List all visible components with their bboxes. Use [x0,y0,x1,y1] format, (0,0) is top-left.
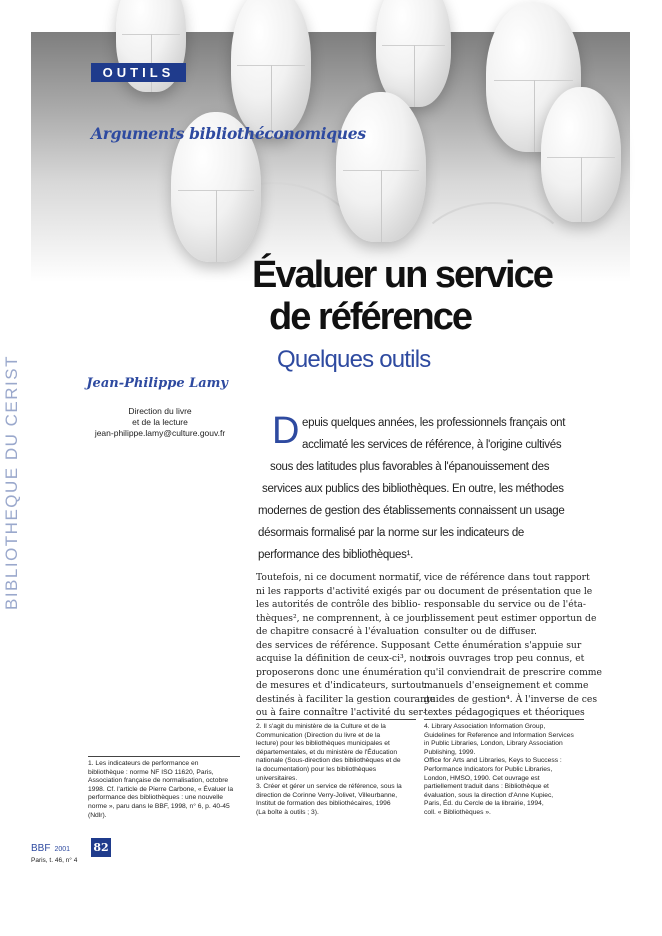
body-line: ou document de présentation que le [424,585,593,597]
title-line-1: Évaluer un service [252,254,552,296]
body-line: blissement peut estimer opportun de [424,612,597,624]
author-email: jean-philippe.lamy@culture.gouv.fr [94,428,226,438]
footnote-line: départementales, et du ministère de l'Éducation [256,748,398,756]
mouse-shape [336,92,426,242]
article-title [252,254,552,338]
body-line: textes pédagogiques et théoriques [424,707,585,719]
footnote-line: Guidelines for Reference and Information Services [424,731,574,739]
journal-year: 2001 [54,846,71,853]
footnote-line: évaluation, sous la direction d'Anne Kupiec, [424,791,554,799]
lead-line: epuis quelques années, les professionnels français ont [302,417,566,429]
footnote-line: (Ndlr). [88,811,107,819]
footnote-line: direction de Corinne Verry-Jolivet, Villeurbanne, [256,791,398,799]
journal-name [31,843,70,854]
body-line: thèques², ne comprennent, à ce jour, [256,612,428,624]
body-line: de mesures et d'indicateurs, surtout [256,680,426,692]
mouse-shape [231,0,311,137]
footnote-line: 3. Créer et gérer un service de référence, sous la [256,783,402,791]
footnote-line: partiellement traduit dans : Bibliothèque et [424,783,549,791]
body-line: des services de référence. Supposant [256,639,431,651]
footnote-rule [256,719,416,720]
journal-volume: Paris, t. 46, n° 4 [31,857,78,864]
title-line-2: de référence [269,296,472,338]
body-line: les autorités de contrôle des biblio- [256,599,421,611]
footnote-line: performance des bibliothèques : une nouvelle [88,794,223,802]
section-kicker: OUTILS [91,63,186,82]
footnote-line: 2. Il s'agit du ministère de la Culture et de la [256,723,386,730]
lead-line: acclimaté les services de référence, à l'origine cultivés [302,439,562,451]
footnote-2-3 [256,723,416,818]
drop-cap: D [272,410,300,452]
lead-line: sous des latitudes plus favorables à l'épanouissement des [270,461,550,473]
page-number: 82 [91,838,111,857]
footnote-line: Paris, Éd. du Cercle de la librairie, 1994, [424,800,544,808]
footnote-line: 4. Library Association Information Group, [424,723,546,730]
footnote-line: London, HMSO, 1990. Cet ouvrage est [424,774,540,782]
footnote-line: Office for Arts and Libraries, Keys to Success : [424,757,562,765]
footnote-1 [88,760,248,820]
library-stamp: BIBLIOTHEQUE DU CERIST [2,355,21,610]
footnote-line: 1998. Cf. l'article de Pierre Carbone, « Évaluer la [88,785,234,793]
lead-line: services aux publics des bibliothèques. En outre, les méthodes [262,483,564,495]
author-affiliation [80,406,240,439]
body-column-1 [256,571,436,720]
lead-paragraph [258,412,564,566]
footnote-rule [424,719,584,720]
footnote-line: Communication (Direction du livre et de la [256,731,381,739]
footnote-line: Publishing, 1999. [424,748,476,756]
section-title: Arguments bibliothéconomiques [91,124,366,143]
footnote-line: coll. « Bibliothèques ». [424,808,491,816]
footnote-line: Institut de formation des bibliothécaires, 1996 [256,800,391,808]
body-line: de chapitre consacré à l'évaluation [256,626,420,638]
body-line: vice de référence dans tout rapport [424,572,590,583]
body-line: destinés à faciliter la gestion courante [256,693,436,705]
lead-line: désormais formalisé par la norme sur les indicateurs de [258,527,525,539]
journal-abbrev: BBF [31,843,51,854]
lead-line: performance des bibliothèques¹. [258,549,413,561]
author-name: Jean-Philippe Lamy [86,376,228,391]
footnote-line: la documentation) pour les bibliothèques [256,765,377,773]
footnote-line: 1. Les indicateurs de performance en [88,760,199,767]
footnote-line: universitaires. [256,774,298,782]
footnote-line: Association française de normalisation, octobre [88,777,229,785]
mouse-shape [541,87,621,222]
body-line: manuels d'enseignement et comme [424,680,589,692]
footnote-line: norme », paru dans le BBF, 1998, n° 6, p. 40-45 [88,802,230,810]
footnote-line: (La boîte à outils ; 3). [256,808,319,816]
article-subtitle: Quelques outils [277,346,431,373]
footnote-4 [424,723,584,818]
body-line: responsable du service ou de l'éta- [424,599,586,611]
body-line: Toutefois, ni ce document normatif, [256,572,422,583]
lead-line: modernes de gestion des établissements connaissent un usage [258,505,565,517]
footnote-line: nationale (Sous-direction des bibliothèques et de [256,757,401,765]
footnote-line: in Public Libraries, London, Library Association [424,740,563,748]
footnote-line: lecture) pour les bibliothèques municipales et [256,740,390,748]
body-line: consulter ou de diffuser. [424,626,537,638]
body-column-2 [424,571,602,720]
body-line: ou à faire connaître l'activité du ser- [256,707,426,719]
mouse-shape [376,0,451,107]
footnote-line: Performance Indicators for Public Libraries, [424,765,553,773]
body-line: qu'il conviendrait de prescrire comme [424,666,602,678]
body-line: trois ouvrages trop peu connus, et [424,653,585,665]
body-line: ni les rapports d'activité exigés par [256,585,421,597]
body-line: proposerons donc une énumération [256,666,422,678]
affiliation-line: et de la lecture [132,417,188,427]
footnote-line: bibliothèque : norme NF ISO 11620, Paris, [88,768,214,776]
footnote-rule [88,756,240,757]
body-line: Cette énumération s'appuie sur [434,639,582,651]
affiliation-line: Direction du livre [128,406,192,416]
body-line: acquise la définition de ceux-ci³, nous [256,653,432,665]
body-line: guides de gestion⁴. À l'inverse de ces [424,693,598,705]
